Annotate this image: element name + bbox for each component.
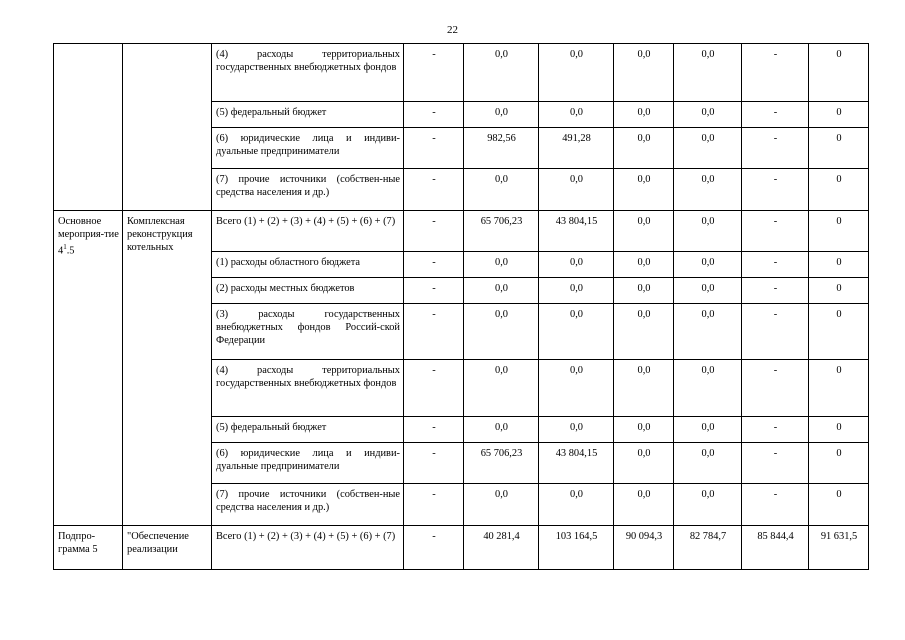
value-cell: 0,0 <box>539 484 614 526</box>
value-cell: 0,0 <box>674 360 742 417</box>
value-cell: - <box>404 304 464 360</box>
value-cell: 0,0 <box>614 44 674 102</box>
value-cell: 0,0 <box>539 102 614 128</box>
value-cell: 0,0 <box>614 417 674 443</box>
value-cell: - <box>742 484 809 526</box>
value-cell: 0,0 <box>614 304 674 360</box>
value-cell: 0,0 <box>464 484 539 526</box>
value-cell: 0,0 <box>614 211 674 252</box>
value-cell: 0,0 <box>539 278 614 304</box>
description-cell <box>123 44 212 211</box>
value-cell: 0 <box>809 304 869 360</box>
value-cell: 0 <box>809 360 869 417</box>
value-cell: - <box>742 360 809 417</box>
value-cell: - <box>742 417 809 443</box>
value-cell: 0,0 <box>539 44 614 102</box>
value-cell: 0,0 <box>674 443 742 484</box>
value-cell: 0,0 <box>539 169 614 211</box>
value-cell: 0,0 <box>674 102 742 128</box>
value-cell: - <box>742 102 809 128</box>
value-cell: 0,0 <box>464 44 539 102</box>
funding-source: (3) расходы государственных внебюджетных фондов Россий-ской Федерации <box>212 304 404 360</box>
value-cell: - <box>742 169 809 211</box>
value-cell: 0,0 <box>614 278 674 304</box>
value-cell: 0,0 <box>464 102 539 128</box>
value-cell: 0,0 <box>614 252 674 278</box>
value-cell: - <box>404 417 464 443</box>
value-cell: - <box>742 44 809 102</box>
value-cell: 90 094,3 <box>614 526 674 570</box>
stage-cell <box>54 526 123 570</box>
value-cell: - <box>742 252 809 278</box>
stage-label: Подпро-грамма 5 <box>58 531 98 555</box>
funding-source: (5) федеральный бюджет <box>212 102 404 128</box>
funding-source: (1) расходы областного бюджета <box>212 252 404 278</box>
value-cell: 0,0 <box>614 443 674 484</box>
funding-table <box>53 43 869 570</box>
funding-source: (6) юридические лица и индиви-дуальные предприниматели <box>212 443 404 484</box>
value-cell: 0,0 <box>464 360 539 417</box>
value-cell: - <box>742 211 809 252</box>
value-cell: - <box>404 443 464 484</box>
value-cell: 982,56 <box>464 128 539 169</box>
value-cell: - <box>404 102 464 128</box>
value-cell: - <box>404 526 464 570</box>
value-cell: - <box>742 443 809 484</box>
page-number: 22 <box>447 24 458 36</box>
value-cell: 491,28 <box>539 128 614 169</box>
value-cell: 0 <box>809 443 869 484</box>
funding-source: (7) прочие источники (собствен-ные средства населения и др.) <box>212 169 404 211</box>
value-cell: 85 844,4 <box>742 526 809 570</box>
funding-source: (2) расходы местных бюджетов <box>212 278 404 304</box>
stage-suffix: .5 <box>66 245 75 257</box>
value-cell: - <box>404 44 464 102</box>
value-cell: 0,0 <box>674 252 742 278</box>
value-cell: - <box>404 211 464 252</box>
funding-source: (4) расходы территориальных государственных внебюджетных фондов <box>212 360 404 417</box>
value-cell: - <box>404 169 464 211</box>
value-cell: 0,0 <box>674 417 742 443</box>
value-cell: 65 706,23 <box>464 211 539 252</box>
value-cell: 0 <box>809 128 869 169</box>
value-cell: 0 <box>809 417 869 443</box>
value-cell: 0,0 <box>674 484 742 526</box>
value-cell: 0,0 <box>614 169 674 211</box>
value-cell: 0,0 <box>464 417 539 443</box>
funding-source: (4) расходы территориальных государственных внебюджетных фондов <box>212 44 404 102</box>
value-cell: 91 631,5 <box>809 526 869 570</box>
value-cell: 0,0 <box>674 211 742 252</box>
value-cell: - <box>404 360 464 417</box>
value-cell: 0 <box>809 169 869 211</box>
value-cell: 43 804,15 <box>539 211 614 252</box>
value-cell: 40 281,4 <box>464 526 539 570</box>
value-cell: 0,0 <box>674 278 742 304</box>
value-cell: 0 <box>809 102 869 128</box>
value-cell: 0,0 <box>614 484 674 526</box>
value-cell: 0,0 <box>674 44 742 102</box>
value-cell: - <box>742 278 809 304</box>
funding-source: (5) федеральный бюджет <box>212 417 404 443</box>
value-cell: 0,0 <box>614 102 674 128</box>
value-cell: - <box>742 128 809 169</box>
value-cell: 0 <box>809 252 869 278</box>
value-cell: 0,0 <box>464 252 539 278</box>
table-row <box>54 211 869 252</box>
value-cell: 0,0 <box>464 278 539 304</box>
value-cell: 82 784,7 <box>674 526 742 570</box>
stage-label: Основное мероприя-тие 4 <box>58 216 119 257</box>
value-cell: 0,0 <box>539 304 614 360</box>
value-cell: - <box>404 278 464 304</box>
funding-source: Всего (1) + (2) + (3) + (4) + (5) + (6) + (7) <box>212 526 404 570</box>
value-cell: 0,0 <box>539 417 614 443</box>
value-cell: 0,0 <box>674 128 742 169</box>
value-cell: 65 706,23 <box>464 443 539 484</box>
value-cell: 0,0 <box>614 360 674 417</box>
value-cell: 103 164,5 <box>539 526 614 570</box>
value-cell: - <box>404 252 464 278</box>
value-cell: 43 804,15 <box>539 443 614 484</box>
funding-source: (6) юридические лица и индиви-дуальные предприниматели <box>212 128 404 169</box>
value-cell: 0,0 <box>674 169 742 211</box>
value-cell: 0,0 <box>464 304 539 360</box>
funding-source: (7) прочие источники (собствен-ные средства населения и др.) <box>212 484 404 526</box>
value-cell: - <box>742 304 809 360</box>
value-cell: 0 <box>809 211 869 252</box>
value-cell: 0,0 <box>674 304 742 360</box>
value-cell: 0,0 <box>464 169 539 211</box>
value-cell: 0,0 <box>614 128 674 169</box>
stage-cell <box>54 211 123 526</box>
value-cell: 0,0 <box>539 252 614 278</box>
stage-superscript: 1 <box>63 243 67 251</box>
value-cell: - <box>404 484 464 526</box>
description-cell: Комплексная реконструкция котельных <box>123 211 212 526</box>
value-cell: 0,0 <box>539 360 614 417</box>
stage-cell <box>54 44 123 211</box>
value-cell: 0 <box>809 44 869 102</box>
value-cell: 0 <box>809 484 869 526</box>
funding-source: Всего (1) + (2) + (3) + (4) + (5) + (6) + (7) <box>212 211 404 252</box>
description-cell: "Обеспечение реализации <box>123 526 212 570</box>
table-body <box>54 44 869 570</box>
value-cell: 0 <box>809 278 869 304</box>
table-row <box>54 526 869 570</box>
table-row <box>54 44 869 102</box>
value-cell: - <box>404 128 464 169</box>
